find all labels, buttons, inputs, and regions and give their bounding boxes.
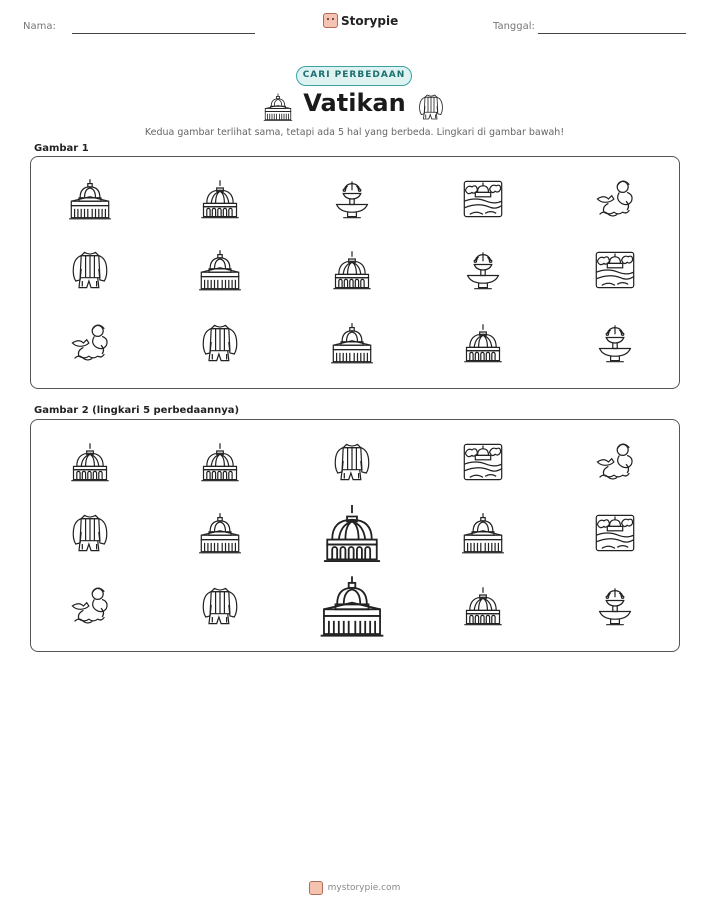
dome-icon — [198, 440, 242, 484]
gardens-icon — [461, 440, 505, 484]
storypie-mascot-icon — [323, 13, 338, 28]
basilica-icon — [198, 511, 242, 555]
basilica-icon — [461, 511, 505, 555]
name-label: Nama: — [23, 21, 56, 32]
picture-item — [461, 177, 505, 221]
brand-name: Storypie — [341, 13, 399, 28]
picture-item[interactable] — [330, 440, 374, 484]
dome-icon — [461, 584, 505, 628]
page-title: Vatikan — [303, 89, 406, 117]
guard-uniform-icon — [198, 321, 242, 365]
picture-item[interactable] — [461, 511, 505, 555]
picture-1-panel — [30, 156, 680, 389]
dome-icon — [68, 440, 112, 484]
storypie-logo — [323, 13, 398, 28]
picture-item — [593, 321, 637, 365]
fountain-icon — [330, 177, 374, 221]
gardens-icon — [593, 248, 637, 292]
name-line[interactable] — [72, 33, 255, 34]
picture-item[interactable] — [319, 573, 385, 639]
picture-item[interactable] — [593, 584, 637, 628]
picture-item — [198, 177, 242, 221]
picture-item[interactable] — [68, 511, 112, 555]
dome-icon — [198, 177, 242, 221]
storypie-mascot-icon — [309, 881, 323, 895]
instruction-text: Kedua gambar terlihat sama, tetapi ada 5 hal yang berbeda. Lingkari di gambar bawah! — [144, 127, 565, 138]
angel-icon — [68, 584, 112, 628]
angel-icon — [593, 440, 637, 484]
picture-item[interactable] — [68, 584, 112, 628]
footer — [0, 881, 709, 895]
date-line[interactable] — [538, 33, 686, 34]
fountain-icon — [461, 248, 505, 292]
guard-uniform-icon — [68, 248, 112, 292]
panel-1-label: Gambar 1 — [34, 143, 89, 154]
picture-item — [68, 321, 112, 365]
panel-2-label: Gambar 2 (lingkari 5 perbedaannya) — [34, 405, 240, 416]
picture-item[interactable] — [198, 584, 242, 628]
picture-item[interactable] — [68, 440, 112, 484]
date-label: Tanggal: — [493, 21, 535, 32]
basilica-icon — [68, 177, 112, 221]
picture-item — [330, 177, 374, 221]
dome-icon — [319, 500, 385, 566]
picture-item — [330, 321, 374, 365]
gardens-icon — [593, 511, 637, 555]
picture-item — [198, 248, 242, 292]
picture-item — [461, 248, 505, 292]
picture-item[interactable] — [319, 500, 385, 566]
picture-item[interactable] — [461, 584, 505, 628]
activity-badge: CARI PERBEDAAN — [296, 66, 412, 86]
picture-item[interactable] — [593, 440, 637, 484]
picture-item[interactable] — [198, 511, 242, 555]
picture-item — [593, 177, 637, 221]
guard-uniform-icon — [198, 584, 242, 628]
basilica-icon — [330, 321, 374, 365]
basilica-icon — [198, 248, 242, 292]
gardens-icon — [461, 177, 505, 221]
dome-icon — [330, 248, 374, 292]
picture-item — [68, 248, 112, 292]
guard-uniform-icon — [68, 511, 112, 555]
footer-site: mystorypie.com — [327, 883, 401, 893]
fountain-icon — [593, 321, 637, 365]
picture-item — [593, 248, 637, 292]
picture-item[interactable] — [461, 440, 505, 484]
angel-icon — [593, 177, 637, 221]
picture-2-panel[interactable] — [30, 419, 680, 652]
picture-item[interactable] — [198, 440, 242, 484]
angel-icon — [68, 321, 112, 365]
picture-item — [330, 248, 374, 292]
fountain-icon — [593, 584, 637, 628]
dome-icon — [461, 321, 505, 365]
picture-item — [68, 177, 112, 221]
basilica-icon — [319, 573, 385, 639]
picture-item — [198, 321, 242, 365]
picture-item — [461, 321, 505, 365]
guard-uniform-icon — [416, 92, 446, 122]
picture-item[interactable] — [593, 511, 637, 555]
guard-uniform-icon — [330, 440, 374, 484]
